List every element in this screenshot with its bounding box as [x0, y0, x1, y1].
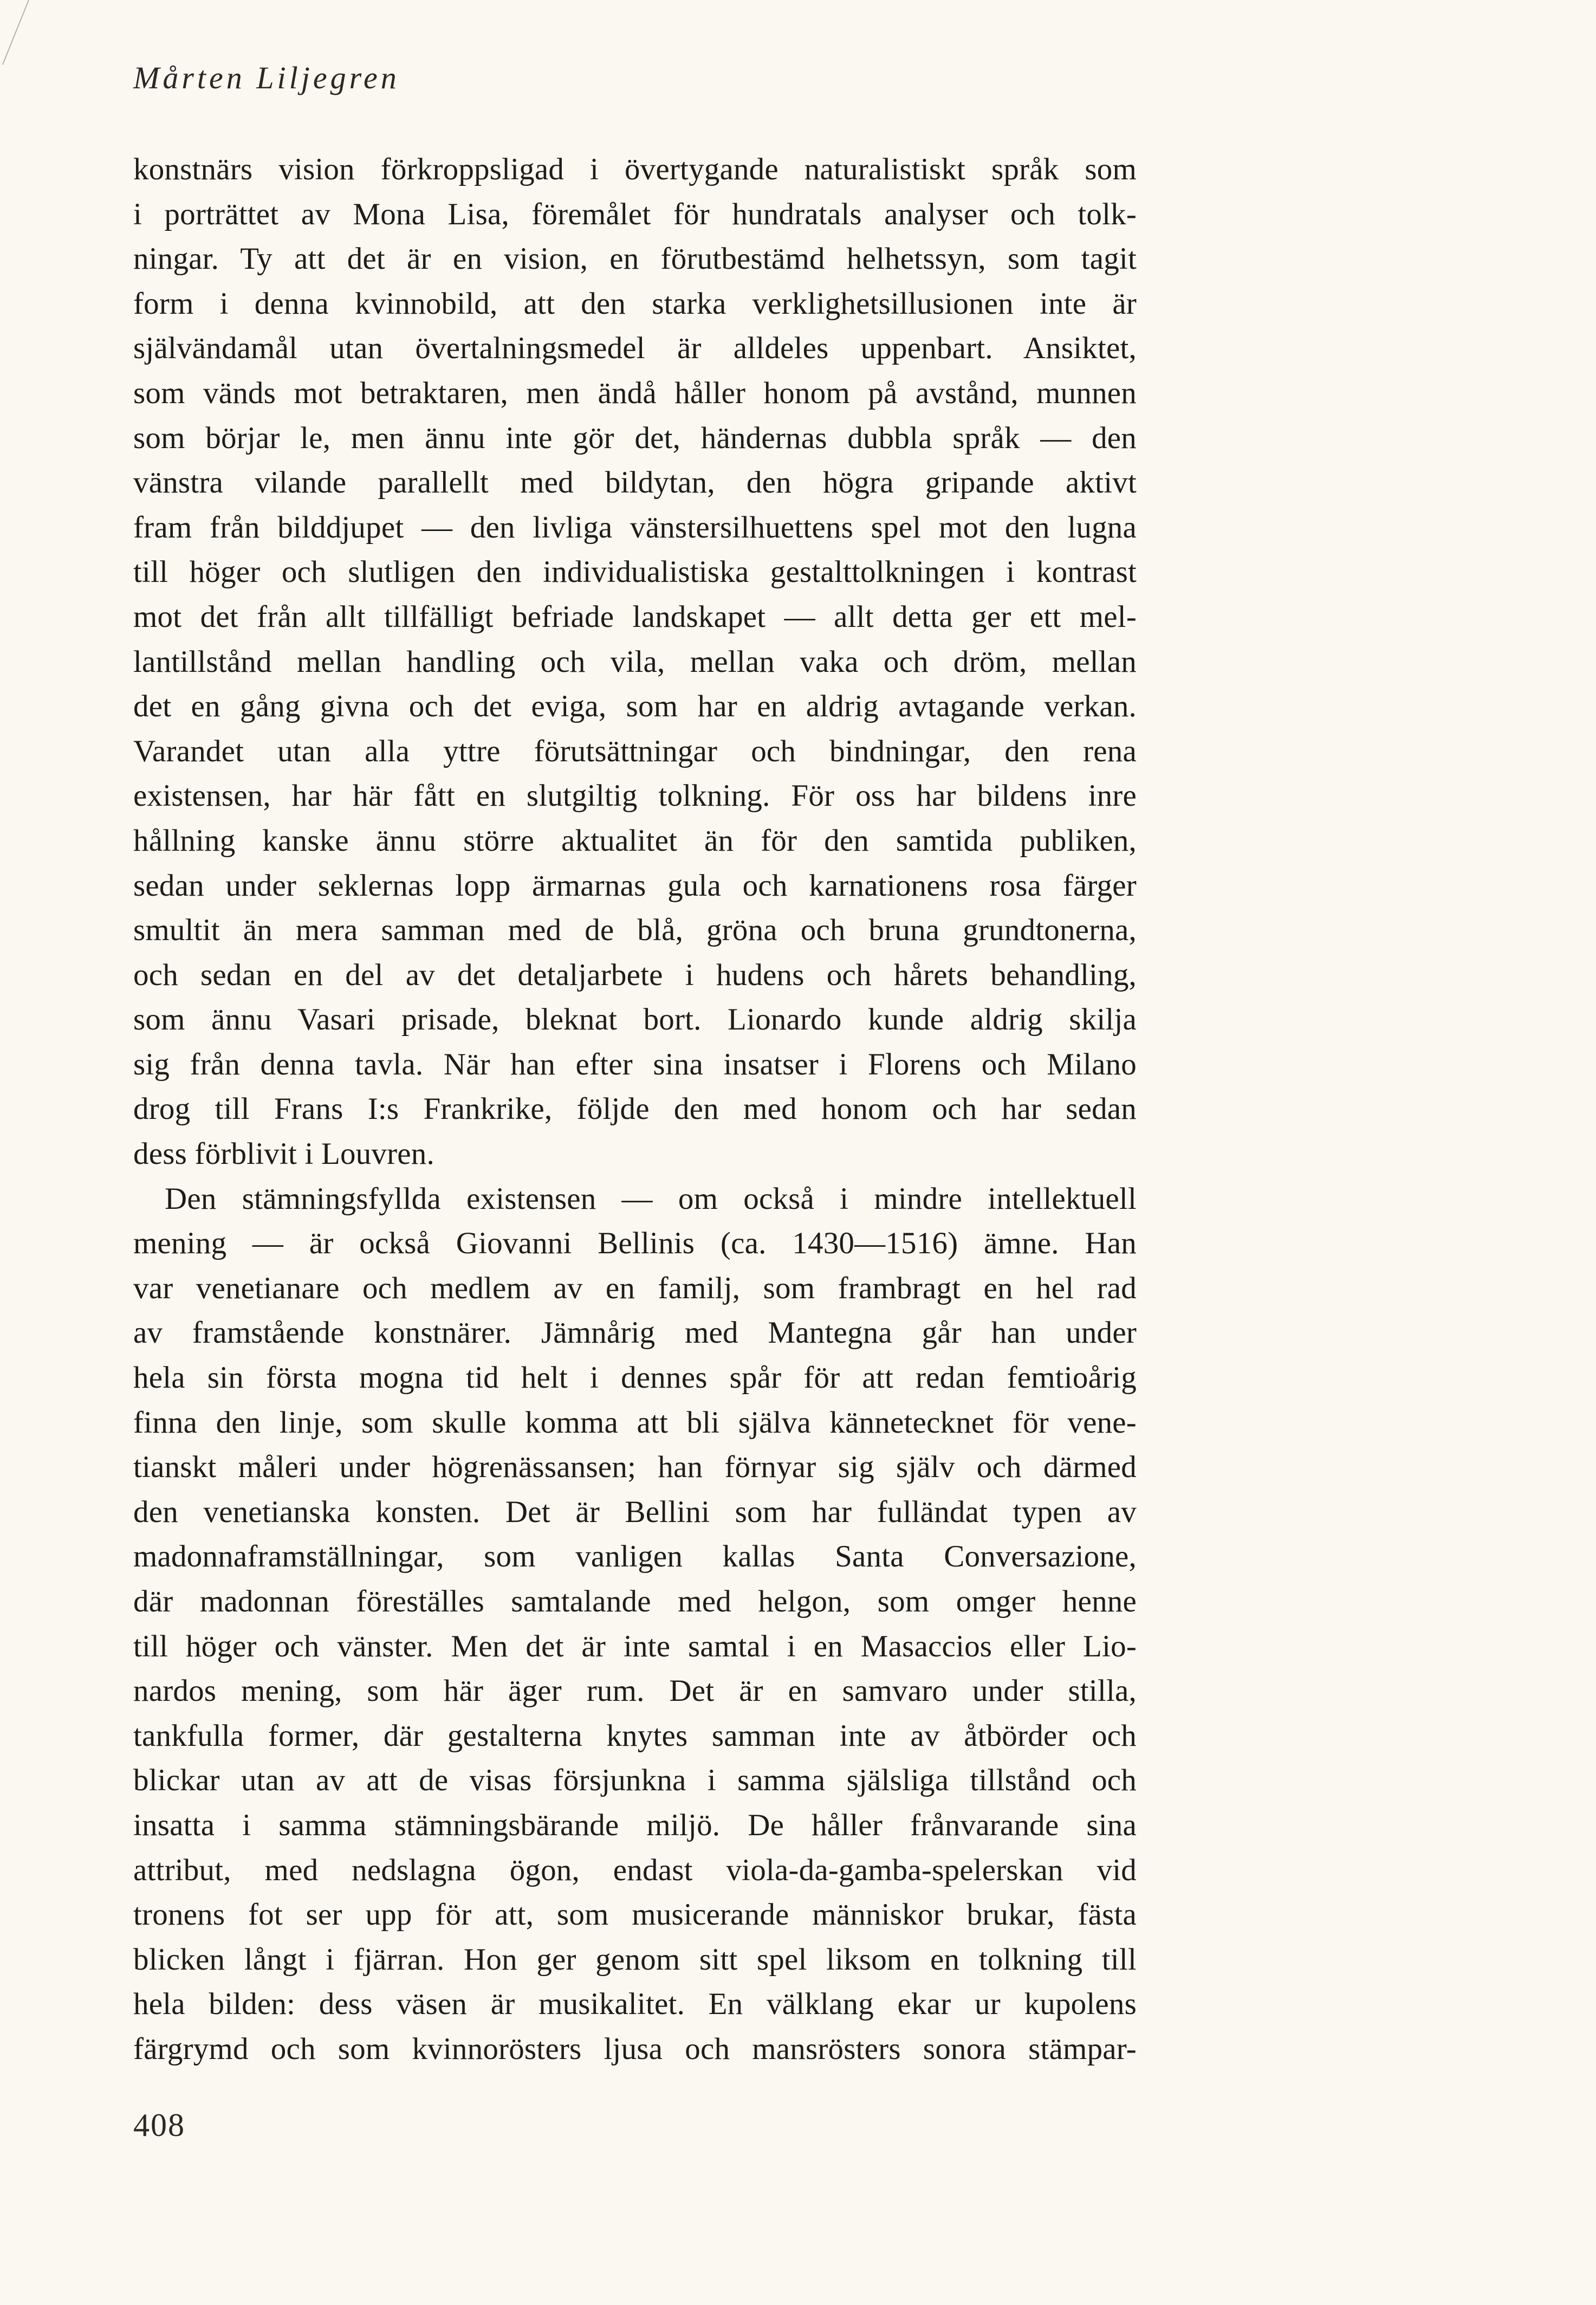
- text-line: blicken långt i fjärran. Hon ger genom sitt spel liksom en tolkning till: [133, 1942, 1137, 1977]
- text-line: som vänds mot betraktaren, men ändå håller honom på avstånd, munnen: [133, 375, 1137, 410]
- body-text: [133, 147, 1137, 2072]
- text-line: tianskt måleri under högrenässansen; han förnyar sig själv och därmed: [133, 1450, 1137, 1485]
- page-number: 408: [133, 2107, 185, 2143]
- text-line: som börjar le, men ännu inte gör det, händernas dubbla språk — den: [133, 420, 1137, 455]
- text-line: Varandet utan alla yttre förutsättningar och bindningar, den rena: [133, 734, 1137, 768]
- text-line: färgrymd och som kvinnorösters ljusa och mansrösters sonora stämpar-: [133, 2031, 1137, 2066]
- text-line: till höger och slutligen den individualistiska gestalttolkningen i kontrast: [133, 555, 1137, 590]
- text-line: det en gång givna och det eviga, som har en aldrig avtagande verkan.: [133, 689, 1137, 724]
- text-line: till höger och vänster. Men det är inte samtal i en Masaccios eller Lio-: [133, 1629, 1137, 1663]
- text-line: där madonnan föreställes samtalande med helgon, som omger henne: [133, 1584, 1137, 1618]
- text-line: blickar utan av att de visas försjunkna i samma själsliga tillstånd och: [133, 1763, 1137, 1798]
- text-line: den venetianska konsten. Det är Bellini som har fulländat typen av: [133, 1494, 1137, 1529]
- text-line: konstnärs vision förkroppsligad i övertygande naturalistiskt språk som: [133, 152, 1137, 186]
- text-line: hållning kanske ännu större aktualitet än för den samtida publiken,: [133, 823, 1137, 858]
- text-line: form i denna kvinnobild, att den starka verklighetsillusionen inte är: [133, 286, 1137, 321]
- text-line: tronens fot ser upp för att, som musicerande människor brukar, fästa: [133, 1898, 1137, 1932]
- text-line: tankfulla former, där gestalterna knytes samman inte av åtbörder och: [133, 1718, 1137, 1753]
- text-line: mot det från allt tillfälligt befriade landskapet — allt detta ger ett mel-: [133, 599, 1137, 634]
- text-line: var venetianare och medlem av en familj, som frambragt en hel rad: [133, 1271, 1137, 1305]
- text-line: självändamål utan övertalningsmedel är alldeles uppenbart. Ansiktet,: [133, 331, 1137, 366]
- text-line: smultit än mera samman med de blå, gröna och bruna grundtonerna,: [133, 913, 1137, 948]
- text-line: i porträttet av Mona Lisa, föremålet för hundratals analyser och tolk-: [133, 197, 1137, 231]
- text-line: lantillstånd mellan handling och vila, mellan vaka och dröm, mellan: [133, 644, 1137, 679]
- corner-pencil-mark: [2, 0, 34, 65]
- text-line: mening — är också Giovanni Bellinis (ca. 1430—1516) ämne. Han: [133, 1226, 1137, 1261]
- text-line: hela bilden: dess väsen är musikalitet. En välklang ekar ur kupolens: [133, 1987, 1137, 2022]
- text-line: drog till Frans I:s Frankrike, följde den med honom och har sedan: [133, 1092, 1137, 1126]
- text-line: ningar. Ty att det är en vision, en förutbestämd helhetssyn, som tagit: [133, 242, 1137, 276]
- text-line: sig från denna tavla. När han efter sina insatser i Florens och Milano: [133, 1047, 1137, 1082]
- text-line: insatta i samma stämningsbärande miljö. De håller frånvarande sina: [133, 1808, 1137, 1842]
- text-line: fram från bilddjupet — den livliga vänstersilhuettens spel mot den lugna: [133, 510, 1137, 545]
- text-line: finna den linje, som skulle komma att bli själva kännetecknet för vene-: [133, 1405, 1137, 1440]
- text-line: som ännu Vasari prisade, bleknat bort. Lionardo kunde aldrig skilja: [133, 1002, 1137, 1037]
- text-line: vänstra vilande parallellt med bildytan, den högra gripande aktivt: [133, 465, 1137, 500]
- text-line: och sedan en del av det detaljarbete i hudens och hårets behandling,: [133, 957, 1137, 992]
- text-line: attribut, med nedslagna ögon, endast viola-da-gamba-spelerskan vid: [133, 1853, 1137, 1887]
- text-line: existensen, har här fått en slutgiltig tolkning. För oss har bildens inre: [133, 779, 1137, 813]
- text-line: Den stämningsfyllda existensen — om också i mindre intellektuell: [165, 1181, 1137, 1216]
- running-head: Mårten Liljegren: [133, 60, 400, 95]
- text-line: nardos mening, som här äger rum. Det är en samvaro under stilla,: [133, 1674, 1137, 1708]
- text-line: av framstående konstnärer. Jämnårig med Mantegna går han under: [133, 1316, 1137, 1350]
- text-line: dess förblivit i Louvren.: [133, 1137, 434, 1171]
- text-line: hela sin första mogna tid helt i dennes spår för att redan femtioårig: [133, 1361, 1137, 1395]
- text-line: madonnaframställningar, som vanligen kallas Santa Conversazione,: [133, 1539, 1137, 1574]
- text-line: sedan under seklernas lopp ärmarnas gula och karnationens rosa färger: [133, 868, 1137, 903]
